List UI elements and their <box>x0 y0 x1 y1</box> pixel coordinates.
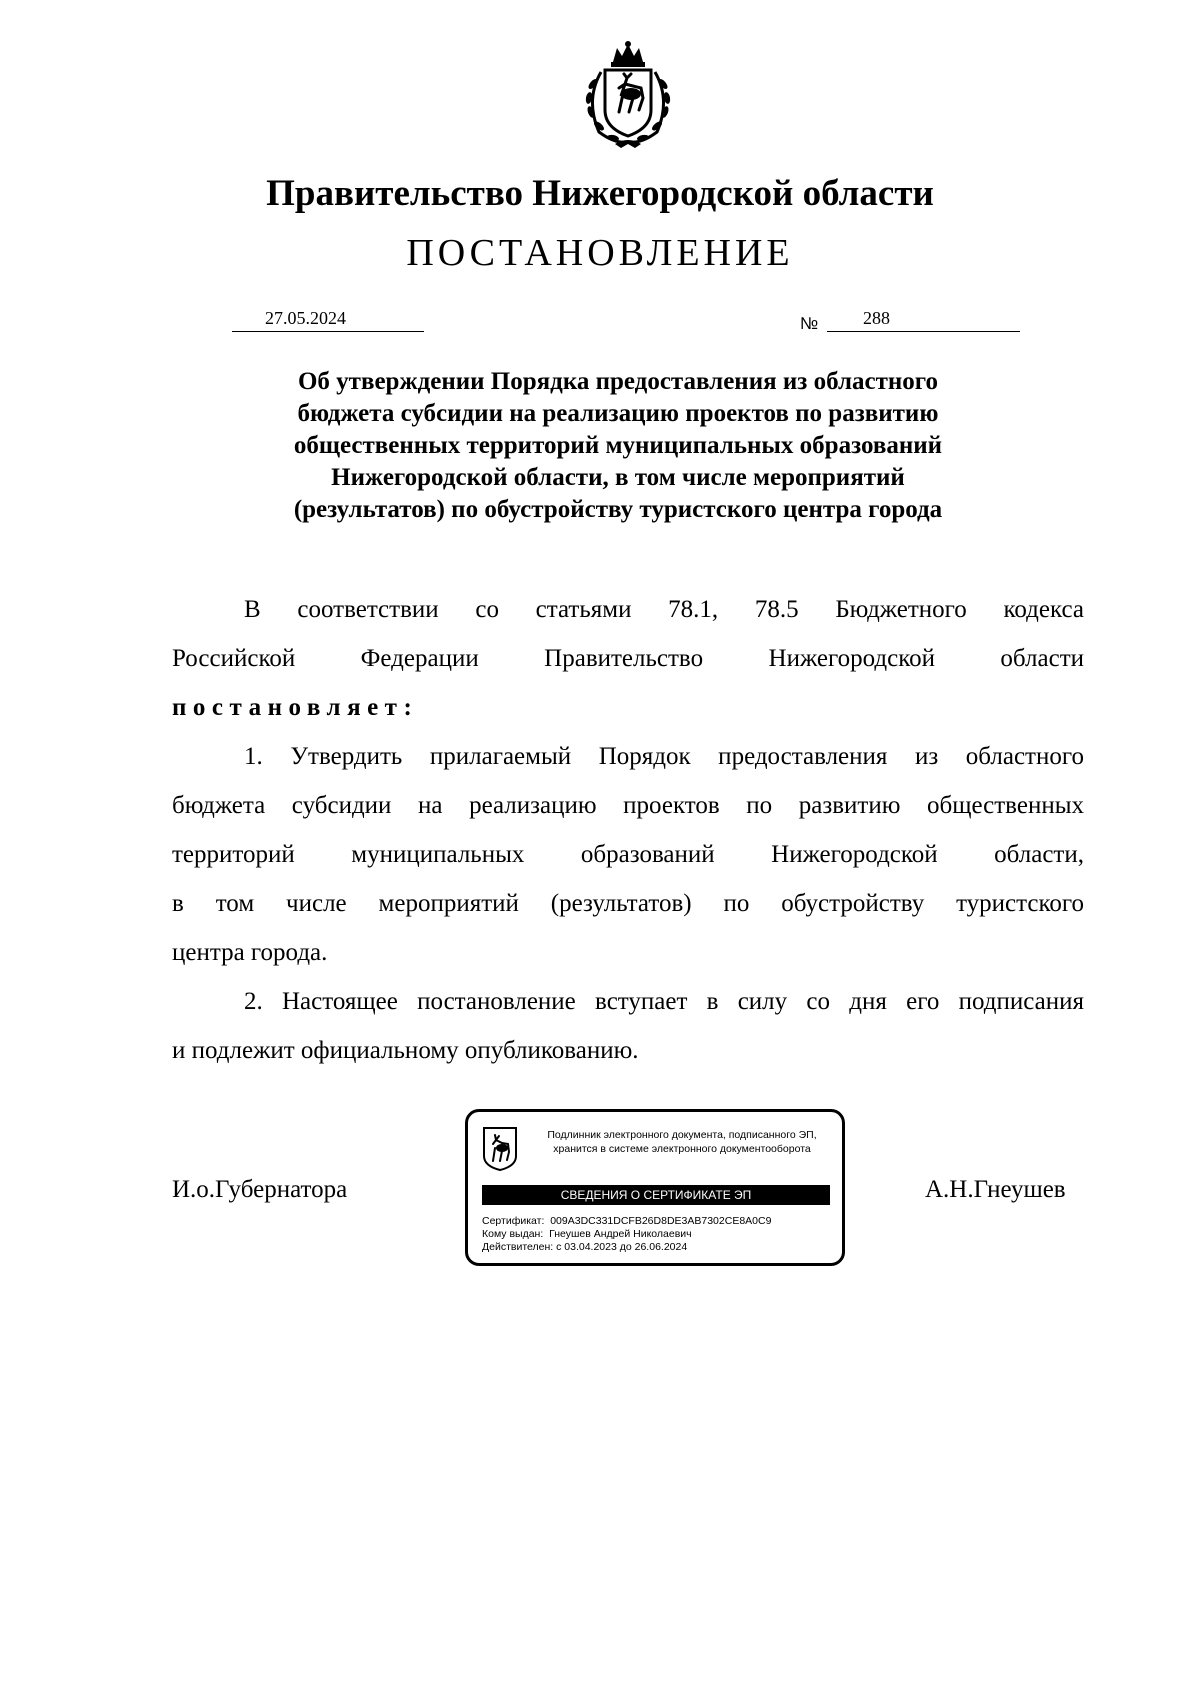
item1-line: территорий муниципальных образований Нижегородской области, <box>172 841 1084 868</box>
certificate-label: Сертификат: <box>482 1215 545 1227</box>
issued-to-value: Гнеушев Андрей Николаевич <box>549 1228 692 1240</box>
item1-line: в том числе мероприятий (результатов) по обустройству туристского <box>172 890 1084 917</box>
document-type: ПОСТАНОВЛЕНИЕ <box>406 232 794 274</box>
number-sign: № <box>800 314 819 333</box>
signer-title: И.о.Губернатора <box>172 1176 348 1203</box>
subject-line: общественных территорий муниципальных образований <box>293 432 943 459</box>
deer-emblem-icon <box>482 1126 518 1172</box>
stamp-header <box>522 1128 842 1156</box>
stamp-certificate-bar: СВЕДЕНИЯ О СЕРТИФИКАТЕ ЭП <box>482 1185 830 1205</box>
stamp-details <box>482 1215 771 1254</box>
certificate-value: 009A3DC331DCFB26D8DE3AB7302CE8A0C9 <box>550 1215 772 1227</box>
item1-line: 1. Утвердить прилагаемый Порядок предоставления из областного <box>244 743 1084 770</box>
electronic-signature-stamp <box>465 1109 845 1266</box>
signer-name: А.Н.Гнеушев <box>925 1176 1066 1203</box>
certificate-row <box>482 1215 771 1228</box>
document-subject <box>230 366 1006 526</box>
subject-line: бюджета субсидии на реализацию проектов по развитию <box>297 400 939 427</box>
issued-to-label: Кому выдан: <box>482 1228 544 1240</box>
stamp-header-line: хранится в системе электронного документооборота <box>553 1143 811 1155</box>
valid-value: с 03.04.2023 до 26.06.2024 <box>556 1241 688 1253</box>
document-date: 27.05.2024 <box>265 308 346 328</box>
subject-line: (результатов) по обустройству туристского центра города <box>293 496 943 523</box>
stamp-header-line: Подлинник электронного документа, подписанного ЭП, <box>547 1129 817 1141</box>
preamble-line: В соответствии со статьями 78.1, 78.5 Бюджетного кодекса <box>244 596 1084 623</box>
resolves-word: постановляет: <box>172 694 419 721</box>
government-title: Правительство Нижегородской области <box>266 173 934 214</box>
document-number: 288 <box>863 308 890 328</box>
item2-line: 2. Настоящее постановление вступает в силу со дня его подписания <box>244 988 1084 1015</box>
preamble-line: Российской Федерации Правительство Нижегородской области <box>172 645 1084 672</box>
valid-row <box>482 1241 771 1254</box>
coat-of-arms-icon <box>575 40 681 150</box>
document-date-field <box>232 310 424 332</box>
subject-line: Нижегородской области, в том числе мероприятий <box>331 464 905 491</box>
issued-to-row <box>482 1228 771 1241</box>
valid-label: Действителен: <box>482 1241 554 1253</box>
item1-line: бюджета субсидии на реализацию проектов по развитию общественных <box>172 792 1084 819</box>
document-body <box>172 585 1084 1075</box>
item1-line: центра города. <box>172 939 328 966</box>
document-number-field <box>827 310 1020 332</box>
subject-line: Об утверждении Порядка предоставления из областного <box>297 368 938 395</box>
item2-line: и подлежит официальному опубликованию. <box>172 1037 639 1064</box>
